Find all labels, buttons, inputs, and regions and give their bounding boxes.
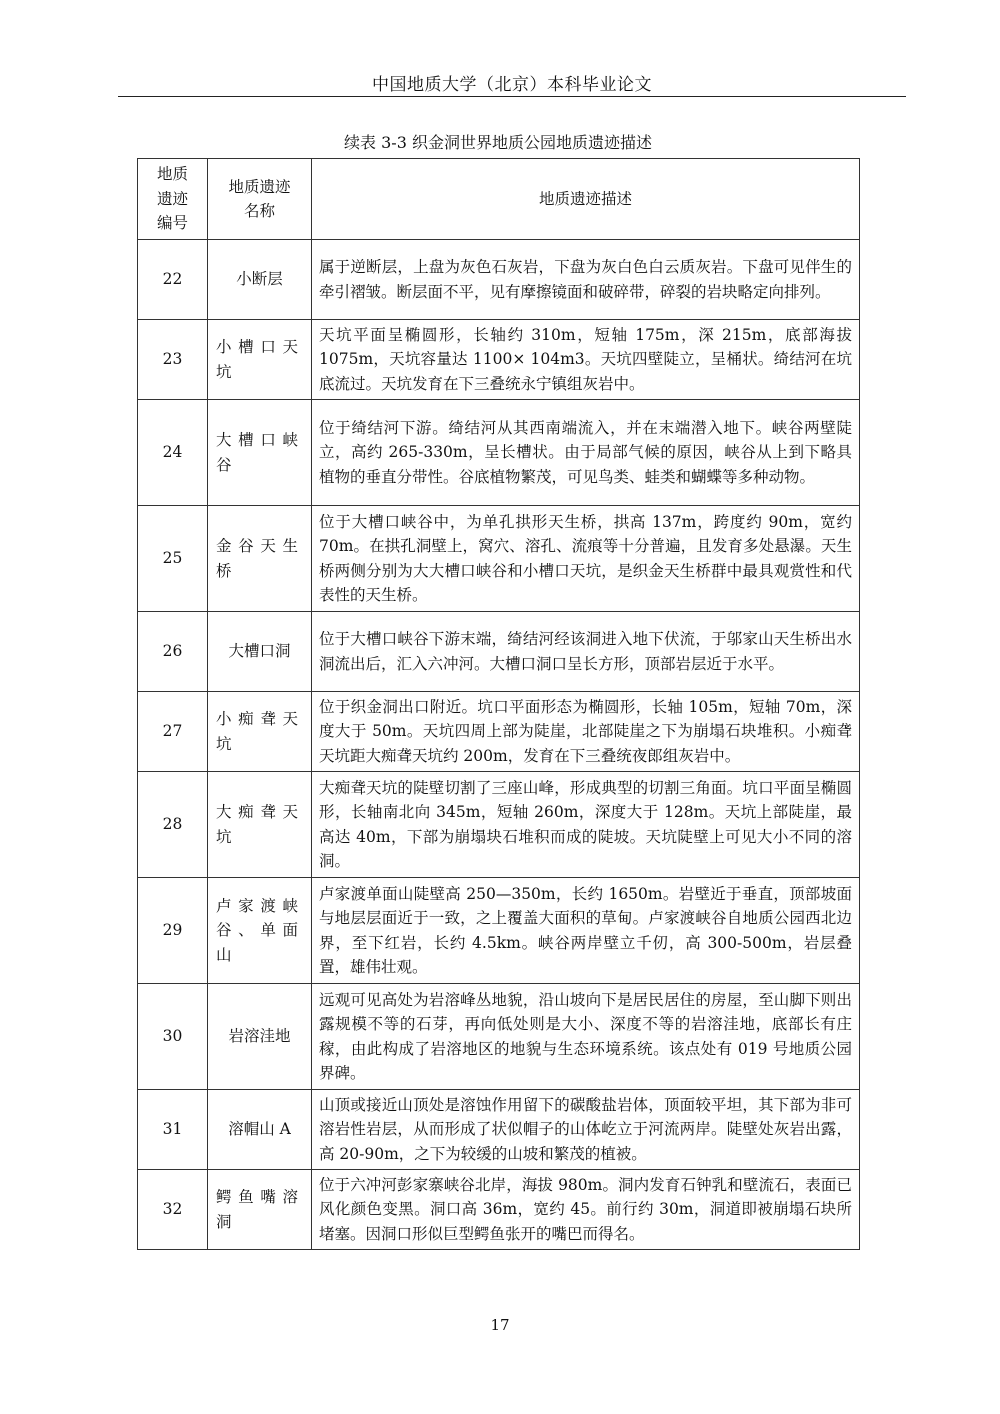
row-id: 26 (138, 612, 208, 692)
row-id: 24 (138, 400, 208, 506)
row-name: 大槽口洞 (208, 612, 312, 692)
table-row (138, 1090, 860, 1170)
header-cell-desc: 地质遗迹描述 (312, 159, 860, 240)
row-id: 23 (138, 320, 208, 400)
table-row (138, 320, 860, 400)
row-name: 金谷天生桥 (208, 506, 312, 612)
row-desc: 属于逆断层，上盘为灰色石灰岩，下盘为灰白色白云质灰岩。下盘可见伴生的牵引褶皱。断层面不平，见有摩擦镜面和破碎带，碎裂的岩块略定向排列。 (312, 240, 860, 320)
row-id: 32 (138, 1170, 208, 1250)
header-id-line: 编号 (156, 214, 188, 233)
row-name: 小槽口天坑 (208, 320, 312, 400)
row-id: 27 (138, 692, 208, 772)
table-row (138, 240, 860, 320)
row-desc: 远观可见高处为岩溶峰丛地貌，沿山坡向下是居民居住的房屋，至山脚下则出露规模不等的石芽，再向低处则是大小、深度不等的岩溶洼地，底部长有庄稼，由此构成了岩溶地区的地貌与生态环境系统。该点处有 019 号地质公园界碑。 (312, 984, 860, 1090)
table-row (138, 506, 860, 612)
row-id: 31 (138, 1090, 208, 1170)
row-desc: 山顶或接近山顶处是溶蚀作用留下的碳酸盐岩体，顶面较平坦，其下部为非可溶岩性岩层，从而形成了状似帽子的山体屹立于河流两岸。陡壁处灰岩出露，高 20-90m，之下为较缓的山坡和繁茂的植被。 (312, 1090, 860, 1170)
header-name-line: 名称 (243, 202, 275, 220)
row-name: 大痴聋天坑 (208, 772, 312, 878)
header-id-line: 地质 (156, 165, 188, 184)
row-name: 岩溶洼地 (208, 984, 312, 1090)
row-desc: 天坑平面呈椭圆形，长轴约 310m，短轴 175m，深 215m，底部海拔 1075m，天坑容量达 1100× 104m3。天坑四壁陡立，呈桶状。绮结河在坑底流过。天坑发育在下三叠统永宁镇组灰岩中。 (312, 320, 860, 400)
row-id: 25 (138, 506, 208, 612)
row-desc: 位于绮结河下游。绮结河从其西南端流入，并在末端潜入地下。峡谷两壁陡立，高约 265-330m，呈长槽状。由于局部气候的原因，峡谷从上到下略具植物的垂直分带性。谷底植物繁茂，可见鸟类、蛙类和蝴蝶等多种动物。 (312, 400, 860, 506)
row-id: 28 (138, 772, 208, 878)
header-rule (118, 96, 906, 97)
row-name: 鳄鱼嘴溶洞 (208, 1170, 312, 1250)
table-header-row (138, 159, 860, 240)
row-desc: 卢家渡单面山陡壁高 250—350m，长约 1650m。岩壁近于垂直，顶部坡面与地层层面近于一致，之上覆盖大面积的草甸。卢家渡峡谷自地质公园西北边界，至下红岩，长约 4.5km。峡谷两岸壁立千仞，高 300-500m，岩层叠置，雄伟壮观。 (312, 878, 860, 984)
row-id: 29 (138, 878, 208, 984)
table-row (138, 984, 860, 1090)
row-desc: 位于大槽口峡谷中，为单孔拱形天生桥，拱高 137m，跨度约 90m，宽约 70m。在拱孔洞壁上，窝穴、溶孔、流痕等十分普遍，且发育多处悬瀑。天生桥两侧分别为大大槽口峡谷和小槽口天坑，是织金天生桥群中最具观赏性和代表性的天生桥。 (312, 506, 860, 612)
header-name-line: 地质遗迹 (228, 177, 291, 196)
header-id-line: 遗迹 (156, 189, 188, 208)
row-desc: 位于织金洞出口附近。坑口平面形态为椭圆形，长轴 105m，短轴 70m，深度大于 50m。天坑四周上部为陡崖，北部陡崖之下为崩塌石块堆积。小痴聋天坑距大痴聋天坑约 200m，发育在下三叠统夜郎组灰岩中。 (312, 692, 860, 772)
page-header-title: 中国地质大学（北京）本科毕业论文 (372, 75, 652, 95)
table-row (138, 878, 860, 984)
row-name: 卢家渡峡谷、单面山 (208, 878, 312, 984)
table-row (138, 1170, 860, 1250)
table-row (138, 400, 860, 506)
row-desc: 位于六冲河彭家寨峡谷北岸，海拔 980m。洞内发育石钟乳和壁流石，表面已风化颜色变黑。洞口高 36m，宽约 45。前行约 30m，洞道即被崩塌石块所堵塞。因洞口形似巨型鳄鱼张开的嘴巴而得名。 (312, 1170, 860, 1250)
page-number: 17 (490, 1316, 510, 1334)
table-caption: 续表 3-3 织金洞世界地质公园地质遗迹描述 (344, 133, 652, 152)
table-row (138, 612, 860, 692)
row-name: 大槽口峡谷 (208, 400, 312, 506)
geo-heritage-table (137, 158, 860, 1250)
row-id: 30 (138, 984, 208, 1090)
header-cell-id (138, 159, 208, 240)
table-row (138, 692, 860, 772)
row-name: 溶帽山 A (208, 1090, 312, 1170)
row-id: 22 (138, 240, 208, 320)
header-cell-name (208, 159, 312, 240)
row-name: 小痴聋天坑 (208, 692, 312, 772)
row-desc: 位于大槽口峡谷下游末端，绮结河经该洞进入地下伏流，于邬家山天生桥出水洞流出后，汇入六冲河。大槽口洞口呈长方形，顶部岩层近于水平。 (312, 612, 860, 692)
row-name: 小断层 (208, 240, 312, 320)
table-row (138, 772, 860, 878)
row-desc: 大痴聋天坑的陡壁切割了三座山峰，形成典型的切割三角面。坑口平面呈椭圆形，长轴南北向 345m，短轴 260m，深度大于 128m。天坑上部陡崖，最高达 40m，下部为崩塌块石堆积而成的陡坡。天坑陡壁上可见大小不同的溶洞。 (312, 772, 860, 878)
